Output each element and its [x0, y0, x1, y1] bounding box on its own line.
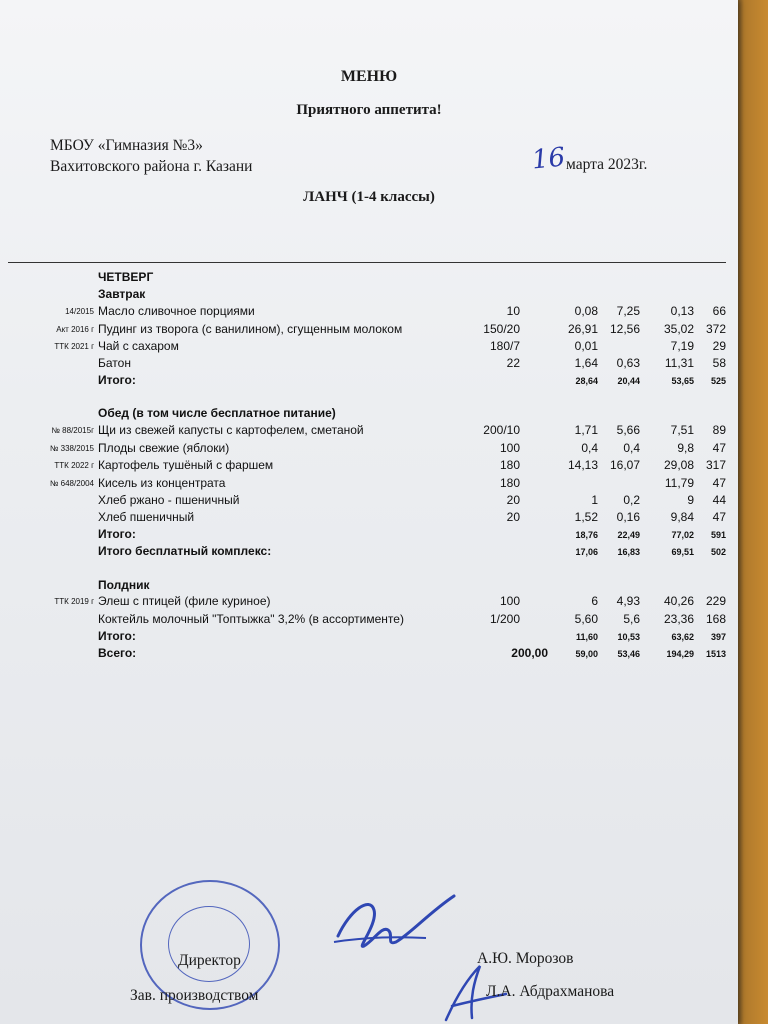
- carb-value: 53,65: [671, 376, 694, 386]
- dish-weight: 22: [506, 356, 520, 370]
- dish-name: Итого бесплатный комплекс:: [98, 544, 272, 558]
- protein-value: 17,06: [575, 547, 598, 557]
- dish-name: Плоды свежие (яблоки): [98, 441, 230, 455]
- fat-value: 7,25: [616, 304, 640, 318]
- dish-weight: 180: [499, 476, 520, 490]
- table-row: [0, 391, 738, 407]
- dish-name: Кисель из концентрата: [98, 476, 226, 490]
- carb-value: 9,8: [677, 441, 694, 455]
- kcal-value: 66: [712, 304, 726, 318]
- protein-value: 28,64: [575, 376, 598, 386]
- dish-name: Всего:: [98, 646, 137, 660]
- dish-name: ЧЕТВЕРГ: [98, 270, 154, 284]
- dish-name: Чай с сахаром: [98, 339, 179, 353]
- dish-weight: 180: [499, 458, 520, 472]
- table-row: [0, 646, 738, 662]
- dish-name: Масло сливочное порциями: [98, 304, 255, 318]
- table-row: [0, 441, 738, 457]
- kcal-value: 397: [710, 632, 726, 642]
- fat-value: 0,63: [616, 356, 640, 370]
- protein-value: 1,71: [574, 423, 598, 437]
- dish-weight: 200/10: [483, 423, 520, 437]
- protein-value: 59,00: [575, 649, 598, 659]
- dish-code: № 88/2015г: [51, 426, 94, 435]
- dish-name: Завтрак: [98, 287, 146, 301]
- table-row: [0, 493, 738, 509]
- carb-value: 11,79: [664, 476, 694, 490]
- dish-code: ТТК 2019 г: [54, 597, 94, 606]
- protein-value: 26,91: [567, 322, 598, 336]
- divider: [8, 262, 726, 263]
- carb-value: 29,08: [663, 458, 694, 472]
- total-weight: 200,00: [511, 646, 548, 660]
- fat-value: 10,53: [617, 632, 640, 642]
- fat-value: 53,46: [617, 649, 640, 659]
- dish-name: Итого:: [98, 629, 136, 643]
- kcal-value: 1513: [705, 649, 726, 659]
- dish-weight: 1/200: [489, 612, 520, 626]
- document-subtitle: Приятного аппетита!: [296, 102, 442, 118]
- director-name: А.Ю. Морозов: [477, 950, 574, 967]
- kcal-value: 47: [712, 441, 726, 455]
- dish-weight: 100: [499, 594, 520, 608]
- carb-value: 40,26: [663, 594, 694, 608]
- document-title: МЕНЮ: [340, 68, 398, 85]
- school-district: Вахитовского района г. Казани: [50, 158, 253, 175]
- kcal-value: 372: [705, 322, 726, 336]
- fat-value: 0,4: [623, 441, 640, 455]
- dish-weight: 20: [506, 493, 520, 507]
- kcal-value: 525: [710, 376, 726, 386]
- protein-value: 0,08: [574, 304, 598, 318]
- table-row: [0, 476, 738, 492]
- carb-value: 7,51: [670, 423, 694, 437]
- kcal-value: 89: [712, 423, 726, 437]
- kcal-value: 168: [705, 612, 726, 626]
- carb-value: 77,02: [671, 530, 694, 540]
- kcal-value: 502: [710, 547, 726, 557]
- carb-value: 9,84: [670, 510, 694, 524]
- dish-weight: 150/20: [483, 322, 520, 336]
- kcal-value: 591: [710, 530, 726, 540]
- dish-name: Пудинг из творога (с ванилином), сгущенным молоком: [98, 322, 403, 336]
- dish-name: Хлеб ржано - пшеничный: [98, 493, 240, 507]
- dish-name: Картофель тушёный с фаршем: [98, 458, 274, 472]
- kcal-value: 47: [712, 510, 726, 524]
- fat-value: 5,6: [623, 612, 640, 626]
- dish-code: 14/2015: [65, 307, 94, 316]
- table-row: [0, 304, 738, 320]
- table-row: [0, 406, 738, 422]
- table-row: [0, 629, 738, 645]
- kcal-value: 47: [712, 476, 726, 490]
- table-row: [0, 527, 738, 543]
- carb-value: 194,29: [666, 649, 694, 659]
- dish-code: № 338/2015: [49, 444, 94, 453]
- table-row: [0, 322, 738, 338]
- fat-value: 4,93: [616, 594, 640, 608]
- kcal-value: 44: [712, 493, 726, 507]
- dish-code: № 648/2004: [49, 479, 94, 488]
- dish-name: Итого:: [98, 527, 136, 541]
- table-row: [0, 423, 738, 439]
- dish-code: ТТК 2022 г: [54, 461, 94, 470]
- protein-value: 5,60: [574, 612, 598, 626]
- director-label: Директор: [178, 952, 241, 969]
- kcal-value: 29: [712, 339, 726, 353]
- protein-value: 1,64: [574, 356, 598, 370]
- table-row: [0, 270, 738, 286]
- dish-name: Хлеб пшеничный: [98, 510, 195, 524]
- table-row: [0, 287, 738, 303]
- dish-name: Щи из свежей капусты с картофелем, сметаной: [98, 423, 364, 437]
- table-row: [0, 339, 738, 355]
- date-month-year: марта 2023г.: [566, 156, 648, 173]
- carb-value: 35,02: [663, 322, 694, 336]
- dish-name: Батон: [98, 356, 131, 370]
- protein-value: 1,52: [574, 510, 598, 524]
- dish-weight: 180/7: [489, 339, 520, 353]
- fat-value: 16,07: [609, 458, 640, 472]
- dish-weight: 20: [506, 510, 520, 524]
- kcal-value: 229: [705, 594, 726, 608]
- table-row: [0, 612, 738, 628]
- kcal-value: 58: [712, 356, 726, 370]
- protein-value: 0,01: [574, 339, 598, 353]
- fat-value: 0,16: [616, 510, 640, 524]
- section-heading: ЛАНЧ (1-4 классы): [303, 189, 435, 205]
- dish-code: Акт 2016 г: [56, 325, 94, 334]
- protein-value: 1: [591, 493, 598, 507]
- dish-name: Коктейль молочный "Топтыжка" 3,2% (в ассортименте): [98, 612, 404, 626]
- dish-name: Полдник: [98, 578, 150, 592]
- dish-weight: 100: [499, 441, 520, 455]
- protein-value: 0,4: [581, 441, 598, 455]
- director-signature: [330, 890, 460, 960]
- protein-value: 18,76: [575, 530, 598, 540]
- fat-value: 5,66: [616, 423, 640, 437]
- carb-value: 11,31: [664, 356, 694, 370]
- school-name: МБОУ «Гимназия №3»: [50, 137, 203, 154]
- carb-value: 9: [687, 493, 694, 507]
- dish-name: Элеш с птицей (филе куриное): [98, 594, 271, 608]
- carb-value: 23,36: [663, 612, 694, 626]
- carb-value: 63,62: [671, 632, 694, 642]
- dish-weight: 10: [506, 304, 520, 318]
- carb-value: 69,51: [671, 547, 694, 557]
- table-row: [0, 510, 738, 526]
- protein-value: 6: [591, 594, 598, 608]
- dish-code: ТТК 2021 г: [54, 342, 94, 351]
- manager-name: Л.А. Абдрахманова: [486, 983, 615, 1000]
- manager-label: Зав. производством: [130, 987, 259, 1004]
- kcal-value: 317: [705, 458, 726, 472]
- fat-value: 22,49: [617, 530, 640, 540]
- carb-value: 0,13: [670, 304, 694, 318]
- fat-value: 20,44: [617, 376, 640, 386]
- protein-value: 11,60: [575, 632, 598, 642]
- protein-value: 14,13: [567, 458, 598, 472]
- carb-value: 7,19: [670, 339, 694, 353]
- dish-name: Итого:: [98, 373, 136, 387]
- fat-value: 0,2: [623, 493, 640, 507]
- table-row: [0, 356, 738, 372]
- table-row: [0, 458, 738, 474]
- table-row: [0, 578, 738, 594]
- table-row: [0, 544, 738, 560]
- fat-value: 12,56: [609, 322, 640, 336]
- fat-value: 16,83: [617, 547, 640, 557]
- table-row: [0, 373, 738, 389]
- table-row: [0, 594, 738, 610]
- table-row: [0, 563, 738, 579]
- dish-name: Обед (в том числе бесплатное питание): [98, 406, 336, 420]
- date-handwritten: 16: [530, 142, 567, 176]
